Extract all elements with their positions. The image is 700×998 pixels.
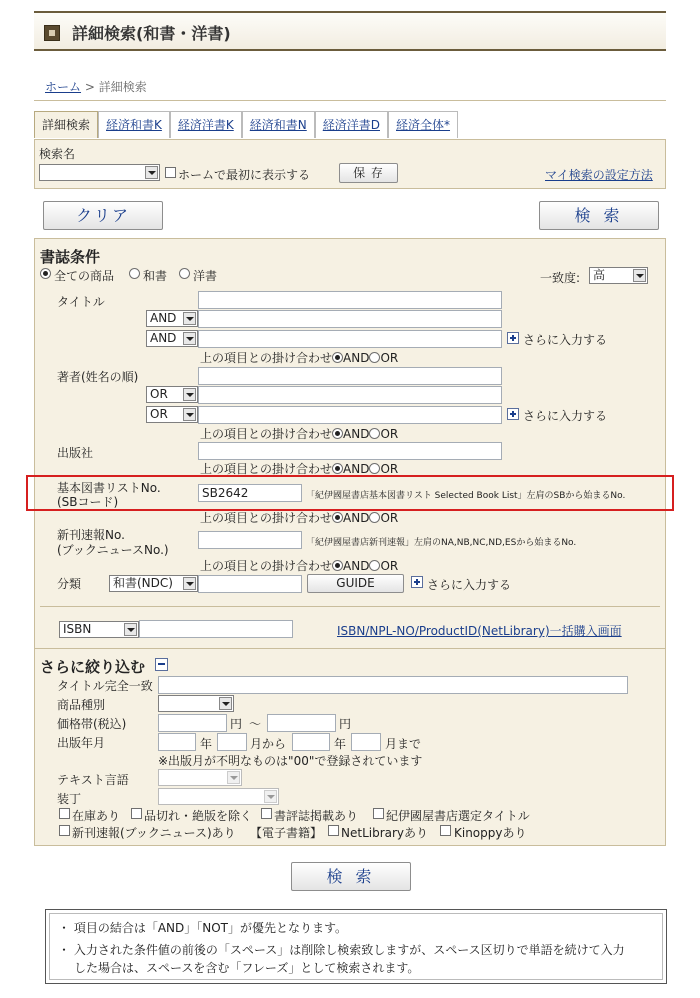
title-combine-and-radio[interactable] [332,352,343,363]
show-home-checkbox[interactable] [165,167,176,178]
title-input-1[interactable] [198,291,502,309]
title-input-2[interactable] [198,310,502,328]
my-search-howto-link[interactable]: マイ検索の設定方法 [545,168,653,182]
kinoppy-checkbox[interactable] [440,825,451,836]
title-combine: 上の項目との掛け合わせ AND OR [200,351,399,365]
newbook-combine-or-radio[interactable] [369,560,380,571]
author-more-link[interactable]: さらに入力する [523,409,608,423]
selected-title-checkbox[interactable] [373,808,384,819]
breadcrumb-separator: > [81,80,99,94]
biblio-heading: 書誌条件 [40,248,101,266]
publisher-combine-or-radio[interactable] [369,463,380,474]
note-item-continued: した場合は、スペースを含む「フレーズ」として検索されます。 [74,961,420,975]
product-type-label: 商品種別 [57,698,106,712]
breadcrumb-home-link[interactable]: ホーム [45,80,82,94]
newbook-input[interactable] [198,531,302,549]
search-name-box [34,139,666,189]
author-input-3[interactable] [198,406,502,424]
tab-keizai-washo-n-link[interactable]: 経済和書N [249,118,307,132]
pub-month-from-input[interactable] [217,733,247,751]
author-combine: 上の項目との掛け合わせ AND OR [200,427,399,441]
chevron-down-icon [633,269,646,282]
search-tabs [34,111,458,139]
chevron-down-icon [183,408,196,421]
biblio-panel [34,238,666,846]
tab-keizai-yosho-k-link[interactable]: 経済洋書K [177,118,234,132]
chevron-down-icon [183,332,196,345]
sb-code-highlight [26,475,674,511]
scope-yosho-radio[interactable] [179,268,190,279]
section-divider [40,606,660,607]
sb-combine-or-radio[interactable] [369,512,380,523]
text-lang-label: テキスト言語 [57,773,129,787]
chevron-down-icon [145,166,158,179]
sb-note: 「紀伊國屋書店基本図書リスト Selected Book List」左肩のSBから始まるNo. [306,491,626,501]
price-yen-2: 円 [339,717,352,731]
reviewed-checkbox[interactable] [261,808,272,819]
kinoppy-label: Kinoppyあり [454,826,527,840]
page-title: 詳細検索(和書・洋書) [72,24,231,43]
refine-heading: さらに絞り込む [40,658,146,676]
exclude-oop-label: 品切れ・絶版を除く [144,809,253,823]
note-item: ・ 項目の結合は「AND」「NOT」が優先となります。 [58,921,348,935]
author-combine-or-radio[interactable] [369,428,380,439]
title-label: タイトル [57,295,105,309]
pub-year-from-input[interactable] [158,733,196,751]
tab-keizai-yosho-d[interactable] [315,111,388,138]
binding-label: 装丁 [57,792,82,806]
tab-keizai-yosho-d-link[interactable]: 経済洋書D [322,118,380,132]
classification-more-link[interactable]: さらに入力する [427,578,512,592]
add-row-icon[interactable] [507,332,519,344]
in-stock-label: 在庫あり [72,809,121,823]
title-op-select-2[interactable]: AND [146,330,198,347]
text-lang-select[interactable] [158,769,242,786]
author-input-1[interactable] [198,367,502,385]
isbn-type-select[interactable]: ISBN [59,621,139,638]
scope-all-label: 全ての商品 [54,269,115,283]
title-input-3[interactable] [198,330,502,348]
publisher-combine-and-radio[interactable] [332,463,343,474]
title-combine-or-radio[interactable] [369,352,380,363]
exact-title-input[interactable] [158,676,628,694]
pub-date-label: 出版年月 [57,736,106,750]
product-type-select[interactable] [158,695,234,712]
pub-year-to-label: 年 [334,737,347,751]
chevron-down-icon [227,771,240,784]
add-row-icon[interactable] [411,576,423,588]
netlibrary-label: NetLibraryあり [341,826,429,840]
tab-detail-search[interactable]: 詳細検索 [34,111,98,138]
isbn-input[interactable] [139,620,293,638]
tab-keizai-all[interactable] [388,111,458,138]
author-op-select-2[interactable]: OR [146,406,198,423]
price-tilde: 〜 [249,717,262,731]
isbn-bulk-link[interactable]: ISBN/NPL-NO/ProductID(NetLibrary)一括購入画面 [337,624,622,638]
add-row-icon[interactable] [507,408,519,420]
sb-label: 基本図書リストNo. [57,481,161,495]
tab-keizai-yosho-k[interactable] [170,111,242,138]
author-label: 著者(姓名の順) [57,370,139,384]
chevron-down-icon [183,577,196,590]
scope-washo-label: 和書 [143,269,168,283]
price-min-input[interactable] [158,714,227,732]
pub-date-note: ※出版月が不明なものは"00"で登録されています [158,754,423,768]
notes-box [45,909,667,984]
breadcrumb [45,78,147,95]
author-combine-and-radio[interactable] [332,428,343,439]
breadcrumb-current: 詳細検索 [98,80,147,94]
in-stock-checkbox[interactable] [59,808,70,819]
search-button-bottom[interactable]: 検 索 [291,862,411,891]
reviewed-label: 書評誌掲載あり [274,809,359,823]
pub-month-to-label: 月まで [385,737,422,751]
newbook-news-label: 新刊速報(ブックニュース)あり [72,826,236,840]
collapse-icon[interactable] [155,658,168,671]
classification-select[interactable]: 和書(NDC) [109,575,198,592]
publisher-label: 出版社 [57,446,94,460]
price-yen-1: 円 [230,717,243,731]
guide-button[interactable]: GUIDE [307,574,404,593]
pub-year-to-input[interactable] [292,733,330,751]
classification-label: 分類 [57,577,82,591]
show-home-label: ホームで最初に表示する [178,168,311,182]
notes-inner [49,913,663,980]
sb-sublabel: (SBコード) [57,495,119,509]
note-item: ・ 入力された条件値の前後の「スペース」は削除し検索致しますが、スペース区切りで単語を続けて入力 [58,943,625,957]
price-label: 価格帯(税込) [57,717,127,731]
classification-input[interactable] [198,575,302,593]
title-op-select-1[interactable]: AND [146,310,198,327]
scope-all-radio[interactable] [40,268,51,279]
author-op-select-1[interactable]: OR [146,386,198,403]
pub-year-from-label: 年 [200,737,213,751]
match-select[interactable]: 高 [589,267,648,284]
header-square-icon [44,25,60,41]
exact-title-label: タイトル完全一致 [57,679,153,693]
newbook-note: 「紀伊國屋書店新刊速報」左肩のNA,NB,NC,ND,ESから始まるNo. [306,538,577,548]
search-button-top[interactable]: 検 索 [539,201,659,230]
title-more-link[interactable]: さらに入力する [523,333,608,347]
breadcrumb-divider [34,100,666,101]
sb-code-input[interactable]: SB2642 [198,484,302,502]
newbook-combine-and-radio[interactable] [332,560,343,571]
tab-keizai-all-link[interactable]: 経済全体* [396,118,451,132]
newbook-combine: 上の項目との掛け合わせ AND OR [200,559,399,573]
tab-keizai-washo-n[interactable] [242,111,315,138]
section-divider [35,648,665,649]
scope-washo-radio[interactable] [129,268,140,279]
newbook-label: 新刊速報No. [57,528,125,542]
publisher-combine: 上の項目との掛け合わせ AND OR [200,462,399,476]
scope-yosho-label: 洋書 [193,269,218,283]
exclude-oop-checkbox[interactable] [131,808,142,819]
save-button[interactable]: 保 存 [339,163,398,183]
search-name-label: 検索名 [39,147,76,161]
match-label: 一致度: [540,271,581,285]
chevron-down-icon [264,790,277,803]
pub-month-from-label: 月から [250,737,287,751]
sb-combine: 上の項目との掛け合わせ AND OR [200,511,399,525]
binding-select[interactable] [158,788,279,805]
netlibrary-checkbox[interactable] [328,825,339,836]
search-name-select[interactable] [39,164,160,181]
tab-keizai-washo-k[interactable] [98,111,170,138]
chevron-down-icon [219,697,232,710]
publisher-input[interactable] [198,442,502,460]
chevron-down-icon [183,388,196,401]
page-header [34,11,666,51]
pub-month-to-input[interactable] [351,733,381,751]
author-input-2[interactable] [198,386,502,404]
newbook-news-checkbox[interactable] [59,825,70,836]
price-max-input[interactable] [267,714,336,732]
ebook-label: 【電子書籍】 [250,826,323,840]
clear-button[interactable]: クリア [43,201,163,230]
tab-keizai-washo-k-link[interactable]: 経済和書K [106,118,162,132]
newbook-sublabel: (ブックニュースNo.) [57,543,169,557]
chevron-down-icon [124,623,137,636]
selected-title-label: 紀伊國屋書店選定タイトル [386,809,530,823]
chevron-down-icon [183,312,196,325]
sb-combine-and-radio[interactable] [332,512,343,523]
